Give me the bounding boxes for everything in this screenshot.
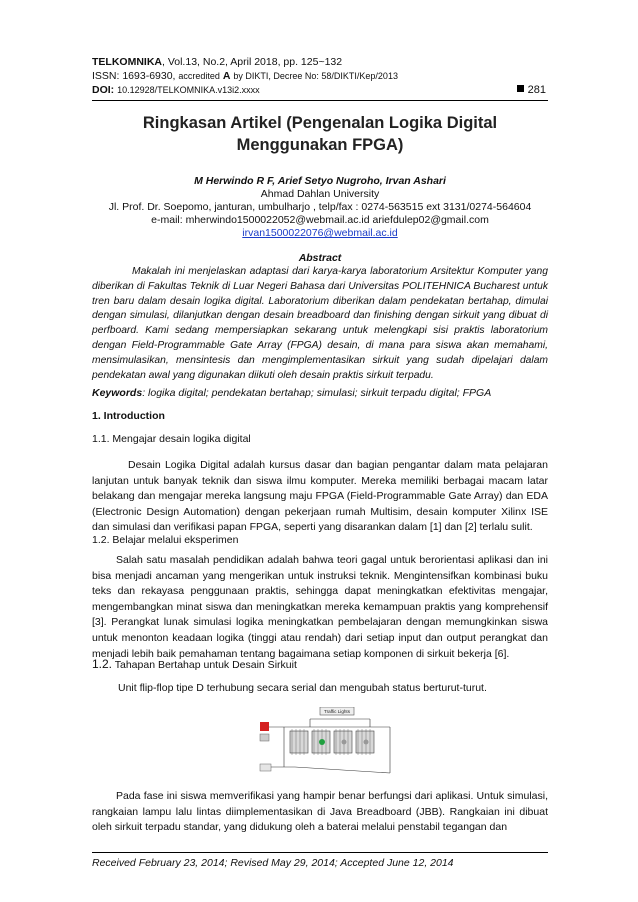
abstract-body [92, 265, 548, 383]
paragraph-2-text: Salah satu masalah pendidikan adalah bahwa teori gagal untuk berorientasi aplikasi dan ini bisa menjadi ancaman yang mengerikan untuk instruksi teknik. Mengintensifkan kombinasi buku teks dan rekayasa penggunaan praktis, sehingga dapat meningkatkan efektivitas mengajar, mengembangkan minat siswa dan meningkatkan mereka kemampuan praktis yang komprehensif [3]. Perangkat lunak simulasi logika meningkatkan pembelajaran dengan memungkinkan siswa untuk menonton keadaan logika (tinggi atau rendah) dari setiap input dan output perangkat dan menjadi lebih baik pemahaman tentang bagaimana setiap komponen di sirkuit bekerja [6]. [92, 554, 548, 660]
led-icon [364, 740, 369, 745]
subsection-number: 1.2. [92, 657, 113, 671]
paragraph-3-text: Pada fase ini siswa memverifikasi yang hampir benar berfungsi dari aplikasi. Untuk simulasi, rangkaian lampu lalu lintas diimplementasikan di Java Breadboard (JBB). Rangkaian ini dibuat oleh sirkuit terpadu standar, yang didukung oleh a baterai melalui penstabil tegangan dan [92, 790, 548, 834]
unit-description: Unit flip-flop tipe D terhubung secara serial dan mengubah status berturut-turut. [118, 682, 487, 694]
issn: ISSN: 1693-6930, [92, 70, 176, 82]
keywords-text: : logika digital; pendekatan bertahap; simulasi; sirkuit terpadu digital; FPGA [142, 387, 492, 399]
header-rule [92, 100, 548, 101]
page-number-value: 281 [527, 84, 546, 96]
issn-line [92, 70, 398, 83]
doi-label: DOI: [92, 84, 115, 96]
authors: M Herwindo R F, Arief Setyo Nugroho, Irvan Ashari [194, 175, 446, 187]
email-link-line [70, 227, 570, 241]
journal-volume: , Vol.13, No.2, April 2018, pp. 125~132 [162, 56, 343, 68]
address: Jl. Prof. Dr. Soepomo, janturan, umbulharjo , telp/fax : 0274-563515 ext 3131/0274-564604 [108, 201, 532, 213]
journal-line [92, 56, 342, 69]
email-link[interactable]: irvan1500022076@webmail.ac.id [242, 227, 398, 239]
emails: e-mail: mherwindo1500022052@webmail.ac.id ariefdulep02@gmail.com [151, 214, 489, 226]
square-bullet-icon [517, 85, 524, 92]
traffic-lights-circuit-figure [250, 707, 400, 779]
received-dates: Received February 23, 2014; Revised May 29, 2014; Accepted June 12, 2014 [92, 857, 454, 869]
abstract-text: Makalah ini menjelaskan adaptasi dari karya-karya laboratorium Arsitektur Komputer yang diberikan di Fakultas Teknik di Luar Negeri Bahasa dari Universitas POLITEHNICA Bucharest untuk tren baru dalam desain logika digital. Laboratorium diberikan dalam pendekatan bertahap, dimulai dengan simulasi, dilanjutkan dengan desain breadboard dan finishing dengan sirkuit yang dibuat di perfboard. Kami sedang mempersiapkan sekarang untuk melengkapi sisi praktis laboratorium dengan Field-Programmable Gate Array (FPGA) desain, di mana para siswa akan memahami, mensimulasikan, mensintesis dan mengimplementasikan sirkuit yang sudah dipelajari dalam pendekatan awal yang digunakan diikuti oleh desain praktis sirkuit terpadu. [92, 266, 548, 381]
journal-name: TELKOMNIKA [92, 56, 162, 68]
subsection-heading-1-2: 1.2. Belajar melalui eksperimen [92, 534, 239, 546]
flip-flop-chips [290, 731, 374, 753]
regulator-icon [260, 734, 269, 741]
keywords-label: Keywords [92, 387, 143, 399]
section-heading-introduction: 1. Introduction [92, 410, 165, 422]
paragraph-1 [92, 458, 548, 536]
battery-icon [260, 722, 269, 731]
doi-value: 10.12928/TELKOMNIKA.v13i2.xxxx [117, 85, 260, 95]
clock-source-icon [260, 764, 271, 771]
figure-label: Traffic Lights [323, 709, 351, 714]
paragraph-2 [92, 553, 548, 662]
paper-title: Ringkasan Artikel (Pengenalan Logika Digital Menggunakan FPGA) [142, 114, 498, 154]
accreditation-grade: A [222, 70, 231, 82]
page-number [517, 84, 546, 96]
abstract-heading: Abstract [298, 252, 342, 264]
green-led-icon [319, 739, 325, 745]
subsection-heading-1-3 [92, 657, 297, 671]
affiliation: Ahmad Dahlan University [260, 188, 380, 200]
paragraph-1-text: Desain Logika Digital adalah kursus dasar dan bagian pengantar dalam mata pelajaran lanjutan untuk banyak teknik dan siswa ilmu komputer. Mereka memiliki berbagai macam latar belakang dan mengajar mereka langsung maju FPGA (Field-Programmable Gate Array) dan EDA (Electronic Design Automation) dengan pekerjaan rumah Multisim, desain komputer Xilinx ISE dan simulasi dan verifikasi papan FPGA, seperti yang disarankan dalam [1] dan [2] terlalu sulit. [92, 459, 548, 534]
footer-rule [92, 852, 548, 853]
flip-flop-chip-1 [290, 731, 308, 753]
paragraph-3 [92, 789, 548, 836]
accredited-label: accredited [178, 71, 220, 81]
doi-line [92, 84, 260, 97]
subsection-heading-1-1: 1.1. Mengajar desain logika digital [92, 433, 251, 445]
subsection-title: Tahapan Bertahap untuk Desain Sirkuit [112, 659, 297, 671]
keywords-line [92, 387, 548, 399]
accreditation-decree: by DIKTI, Decree No: 58/DIKTI/Kep/2013 [233, 71, 398, 81]
led-icon [342, 740, 347, 745]
